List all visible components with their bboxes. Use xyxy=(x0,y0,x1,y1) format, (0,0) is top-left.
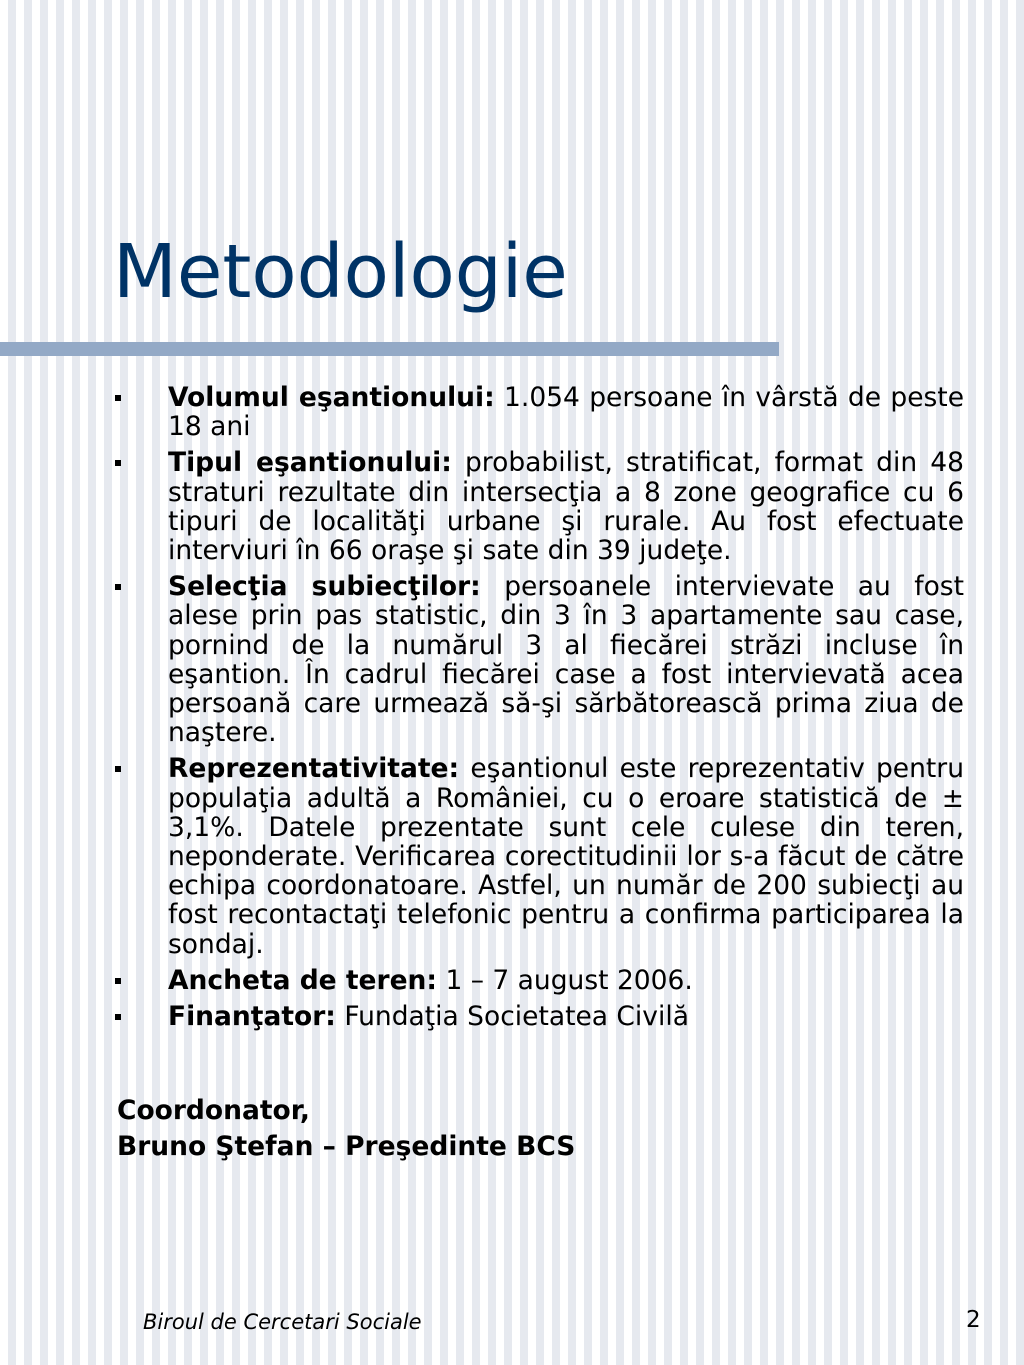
slide-title: Metodologie xyxy=(113,229,568,315)
page-number: 2 xyxy=(966,1307,981,1333)
bullet-sample-type xyxy=(112,448,964,565)
bullet-term: Tipul eşantionului: xyxy=(168,447,452,479)
square-bullet-icon xyxy=(115,395,121,401)
bullet-subject-selection xyxy=(112,572,964,747)
bullet-text: 1 – 7 august 2006. xyxy=(437,964,693,996)
coordinator-label: Coordonator, xyxy=(117,1095,310,1126)
methodology-list xyxy=(112,383,964,1038)
bullet-text: probabilist, stratificat, format din 48 straturi rezultate din intersecţia a 8 zone geografice cu 6 tipuri de localităţi urbane şi rurale. Au fost efectuate interviuri în 66 oraşe şi sate din 39 judeţe. xyxy=(168,447,964,567)
bullet-term: Selecţia subiecţilor: xyxy=(168,571,481,603)
bullet-funder xyxy=(112,1002,964,1031)
bullet-term: Ancheta de teren: xyxy=(168,964,438,996)
bullet-sample-size xyxy=(112,383,964,441)
square-bullet-icon xyxy=(115,584,121,590)
bullet-text: eşantionul este reprezentativ pentru populaţia adultă a României, cu o eroare statistică de ± 3,1%. Datele prezentate sunt cele culese din teren, neponderate. Verificarea corectitudinii lor s-a făcut de către echipa coordonatoare. Astfel, un număr de 200 subiecţi au fost recontactaţi telefonic pentru a confirma participarea la sondaj. xyxy=(168,753,964,960)
square-bullet-icon xyxy=(115,766,121,772)
bullet-text: persoanele intervievate au fost alese prin pas statistic, din 3 în 3 apartamente sau case, pornind de la numărul 3 al fiecărei străzi incluse în eşantion. În cadrul fiecărei case a fost intervievată acea persoană care urmează să-şi sărbătorească prima ziua de naştere. xyxy=(168,571,964,749)
coordinator-name: Bruno Ştefan – Preşedinte BCS xyxy=(117,1131,576,1162)
bullet-text: Fundaţia Societatea Civilă xyxy=(335,1001,689,1033)
bullet-representativeness xyxy=(112,754,964,958)
bullet-term: Finanţator: xyxy=(168,1001,336,1033)
bullet-text: 1.054 persoane în vârstă de peste 18 ani xyxy=(168,382,964,443)
square-bullet-icon xyxy=(115,1014,121,1020)
bullet-term: Reprezentativitate: xyxy=(168,753,460,785)
square-bullet-icon xyxy=(115,978,121,984)
footer-organization: Biroul de Cercetari Sociale xyxy=(143,1310,422,1334)
square-bullet-icon xyxy=(115,460,121,466)
bullet-term: Volumul eşantionului: xyxy=(168,382,495,413)
bullet-fieldwork xyxy=(112,966,964,995)
title-divider xyxy=(0,342,779,356)
